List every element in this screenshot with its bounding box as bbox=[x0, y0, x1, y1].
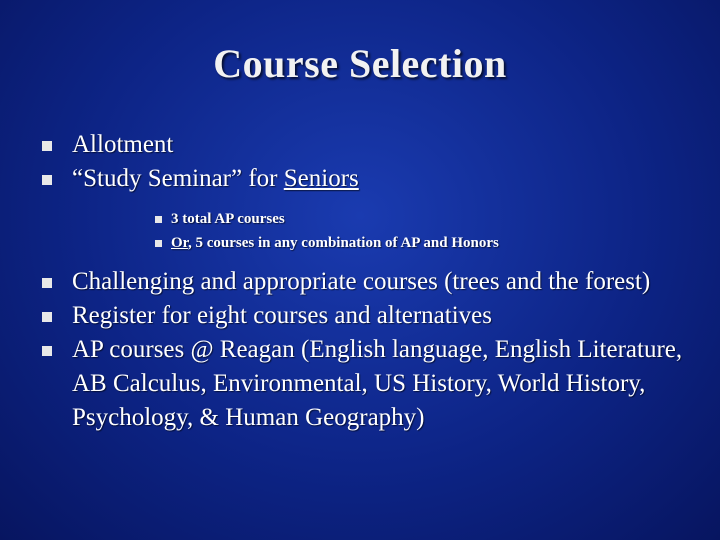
bullet-item-challenging-courses bbox=[42, 265, 692, 299]
bullet-text: “Study Seminar” for bbox=[72, 165, 284, 192]
bullet-text: AP courses @ Reagan (English language, English Literature, AB Calculus, Environmental, US History, World History, Psychology, & Human Geography) bbox=[72, 336, 683, 431]
sub-bullet-text: 3 total AP courses bbox=[171, 211, 285, 227]
square-bullet-icon bbox=[155, 216, 162, 223]
bullet-item-register bbox=[42, 299, 692, 333]
square-bullet-icon bbox=[42, 312, 52, 322]
square-bullet-icon bbox=[42, 346, 52, 356]
square-bullet-icon bbox=[155, 240, 162, 247]
bullet-text: Register for eight courses and alternatives bbox=[72, 302, 492, 329]
bullet-text: Challenging and appropriate courses (trees and the forest) bbox=[72, 268, 651, 295]
square-bullet-icon bbox=[42, 141, 52, 151]
bullet-text-underlined: Seniors bbox=[283, 165, 359, 192]
sub-bullet-list bbox=[155, 207, 692, 255]
bullet-text: Allotment bbox=[72, 131, 174, 158]
square-bullet-icon bbox=[42, 278, 52, 288]
bullet-item-ap-courses bbox=[42, 333, 692, 435]
square-bullet-icon bbox=[42, 175, 52, 185]
sub-bullet-item bbox=[155, 231, 692, 255]
bullet-item-study-seminar bbox=[42, 162, 692, 196]
sub-bullet-text: , 5 courses in any combination of AP and Honors bbox=[187, 235, 499, 251]
sub-bullet-item bbox=[155, 207, 692, 231]
bullet-item-allotment bbox=[42, 128, 692, 162]
slide-title: Course Selection bbox=[213, 41, 507, 86]
bullet-list bbox=[42, 128, 692, 435]
sub-bullet-text-underlined: Or bbox=[171, 235, 188, 251]
